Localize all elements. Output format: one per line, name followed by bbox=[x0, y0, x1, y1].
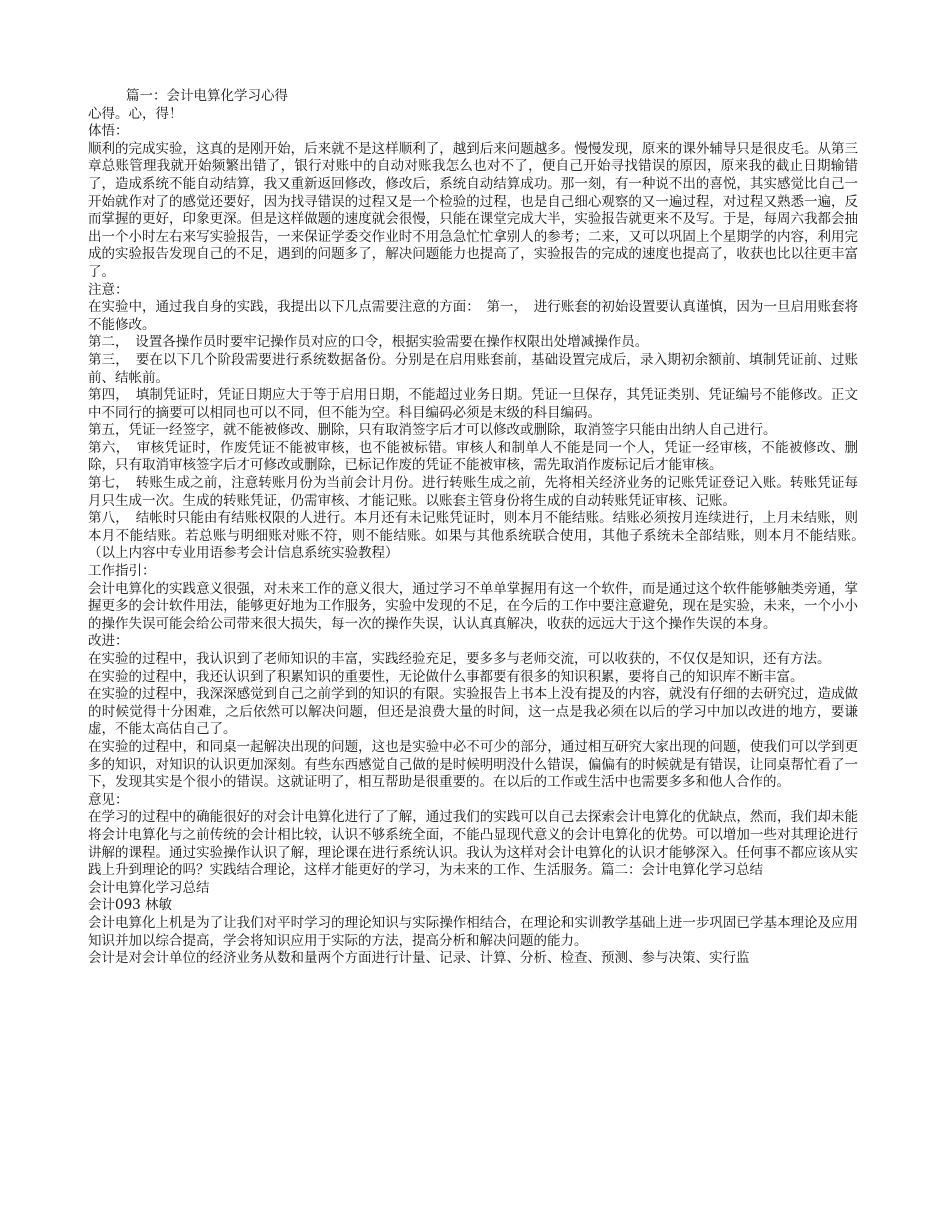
paragraph: 会计是对会计单位的经济业务从数和量两个方面进行计量、记录、计算、分析、检查、预测、参与决策、实行监 bbox=[88, 950, 750, 967]
paragraph: 第三， 要在以下几个阶段需要进行系统数据备份。分别是在启用账套前，基础设置完成后，录入期初余额前、填制凭证前、过账前、结帐前。 bbox=[88, 351, 858, 386]
section-heading: 改进： bbox=[88, 633, 129, 650]
section-heading: 意见： bbox=[88, 791, 129, 808]
paragraph: 在实验的过程中，我深深感觉到自己之前学到的知识的有限。实验报告上书本上没有提及的内容，就没有仔细的去研究过，造成做的时候觉得十分困难，之后依然可以解决问题，但还是浪费大量的时间，这一点是我必须在以后的学习中加以改进的地方，要谦虚，不能太高估自己了。 bbox=[88, 686, 858, 738]
paragraph: 在实验的过程中，我还认识到了积累知识的重要性，无论做什么事都要有很多的知识积累，要将自己的知识库不断丰富。 bbox=[88, 668, 804, 685]
paragraph: 在实验的过程中，我认识到了老师知识的丰富，实践经验充足，要多多与老师交流，可以收获的，不仅仅是知识，还有方法。 bbox=[88, 651, 831, 667]
paragraph: 会计电算化上机是为了让我们对平时学习的理论知识与实际操作相结合，在理论和实训教学基础上进一步巩固已学基本理论及应用知识并加以综合提高，学会将知识应用于实际的方法，提高分析和解决问题的能力。 bbox=[88, 914, 858, 949]
author-line: 会计093 林敏 bbox=[88, 897, 173, 914]
section-heading: 工作指引： bbox=[88, 563, 156, 580]
paragraph: 在学习的过程中的确能很好的对会计电算化进行了了解，通过我们的实践可以自己去探索会计电算化的优缺点，然而，我们却未能将会计电算化与之前传统的会计相比较，认识不够系统全面，不能凸显现代意义的会计电算化的优势。可以增加一些对其理论进行讲解的课程。通过实验操作认识了解，理论课在进行系统认识。我认为这样对会计电算化的认识才能够深入。任何事不都应该从实践上升到理论的吗？实践结合理论，这样才能更好的学习，为未来的工作、生活服务。篇二：会计电算化学习总结 bbox=[88, 809, 858, 879]
paragraph: 第五，凭证一经签字，就不能被修改、删除，只有取消签字后才可以修改或删除，取消签字只能由出纳人自己进行。 bbox=[88, 422, 777, 439]
paragraph: 第六， 审核凭证时，作废凭证不能被审核，也不能被标错。审核人和制单人不能是同一个人，凭证一经审核，不能被修改、删除，只有取消审核签字后才可修改或删除，已标记作废的凭证不能被审核，需先取消作废标记后才能审核。 bbox=[88, 439, 858, 474]
paragraph: 第七， 转账生成之前，注意转账月份为当前会计月份。进行转账生成之前，先将相关经济业务的记账凭证登记入账。转账凭证每月只生成一次。生成的转账凭证，仍需审核、才能记账。以账套主管身份将生成的自动转账凭证审核、记账。 bbox=[88, 475, 858, 509]
text-line: 心得。心，得！ bbox=[88, 105, 183, 122]
paragraph: 顺利的完成实验，这真的是刚开始，后来就不是这样顺利了，越到后来问题越多。慢慢发现，原来的课外辅导只是很皮毛。从第三章总账管理我就开始频繁出错了，银行对账中的自动对账我怎么也对不了，便自己开始寻找错误的原因，原来我的截止日期输错了，造成系统不能自动结算，我又重新返回修改，修改后，系统自动结算成功。那一刻，有一种说不出的喜悦，其实感觉比自己一开始就作对了的感觉还要好，因为找寻错误的过程又是一个检验的过程，也是自己细心观察的又一遍过程，对过程又熟悉一遍，反而掌握的更好，印象更深。但是这样做题的速度就会很慢，只能在课堂完成大半，实验报告就更来不及写。于是，每周六我都会抽出一个小时左右来写实验报告，一来保证学委交作业时不用急急忙忙拿别人的参考；二来，又可以巩固上个星期学的内容，利用完成的实验报告发现自己的不足，遇到的问题多了，解决问题能力也提高了，实验报告的完成的速度也提高了，收获也比以往更丰富了。 bbox=[88, 140, 858, 280]
document-title: 篇一：会计电算化学习心得 bbox=[126, 88, 288, 104]
paragraph: 第四， 填制凭证时，凭证日期应大于等于启用日期，不能超过业务日期。凭证一旦保存，其凭证类别、凭证编号不能修改。正文中不同行的摘要可以相同也可以不同，但不能为空。科目编码必须是末级的科目编码。 bbox=[88, 387, 858, 421]
paragraph: 会计电算化的实践意义很强，对未来工作的意义很大，通过学习不单单掌握用有这一个软件，而是通过这个软件能够触类旁通，掌握更多的会计软件用法，能够更好地为工作服务，实验中发现的不足，在今后的工作中要注意避免，现在是实验，未来，一个小小的操作失误可能会给公司带来很大损失，每一次的操作失误，认认真真解决，收获的远远大于这个操作失误的本身。 bbox=[88, 580, 858, 632]
section-heading: 体悟： bbox=[88, 123, 129, 140]
paragraph: 在实验中，通过我自身的实践，我提出以下几点需要注意的方面： 第一， 进行账套的初始设置要认真谨慎，因为一旦启用账套将不能修改。 bbox=[88, 299, 858, 333]
section-heading: 注意： bbox=[88, 281, 129, 298]
paragraph: 第八， 结帐时只能由有结账权限的人进行。本月还有未记账凭证时，则本月不能结账。结账必须按月连续进行，上月未结账，则本月不能结账。若总账与明细账对账不符，则不能结账。如果与其他系统联合使用，其他子系统未全部结账，则本月不能结账。 （以上内容中专业用语参考会计信息系统实验教程） bbox=[88, 510, 885, 562]
paragraph: 在实验的过程中，和同桌一起解决出现的问题，这也是实验中必不可少的部分，通过相互研究大家出现的问题，使我们可以学到更多的知识，对知识的认识更加深刻。有些东西感觉自己做的是时候明明没什么错误，偏偏有的时候就是有错误，让同桌帮忙看了一下，发现其实是个很小的错误。这就证明了，相互帮助是很重要的。在以后的工作或生活中也需要多多和他人合作的。 bbox=[88, 738, 858, 791]
paragraph: 第二， 设置各操作员时要牢记操作员对应的口令，根据实验需要在操作权限出处增减操作员。 bbox=[88, 334, 649, 351]
section-title: 会计电算化学习总结 bbox=[88, 879, 210, 896]
document-page bbox=[88, 88, 885, 968]
